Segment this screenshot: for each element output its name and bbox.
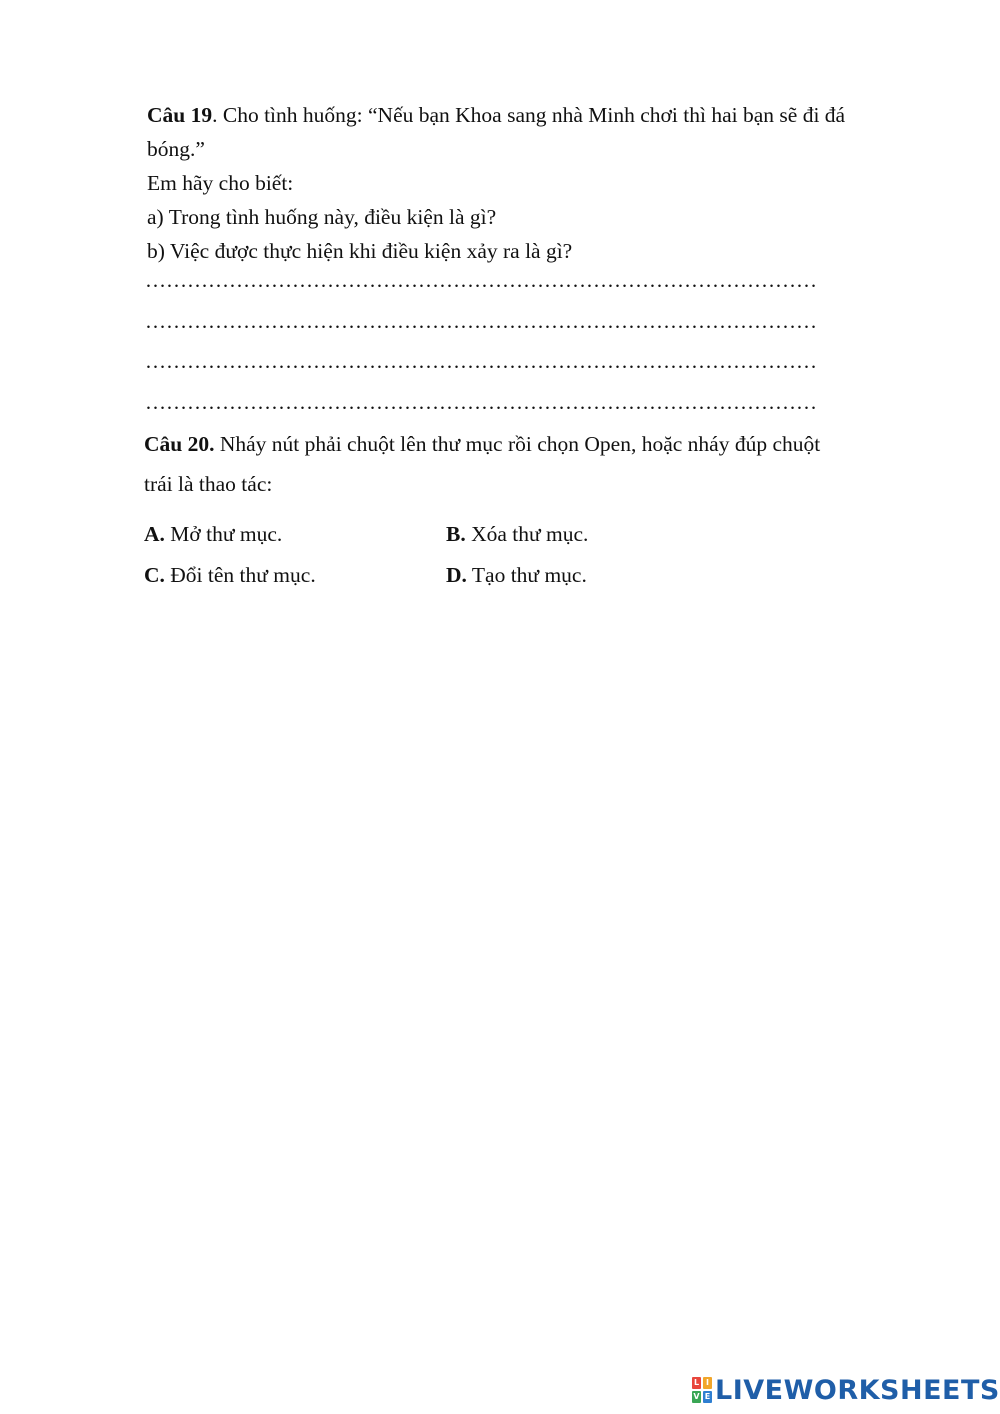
question-19-part-a: a) Trong tình huống này, điều kiện là gì?	[147, 205, 497, 229]
logo-tile-e: E	[704, 1392, 711, 1401]
question-19-part-b: b) Việc được thực hiện khi điều kiện xảy ra là gì?	[147, 239, 573, 263]
question-19-line-2: bóng.”	[147, 137, 205, 161]
answer-line-2[interactable]: ……………………………………………………………………………………	[145, 309, 817, 333]
logo-tile-v: V	[693, 1392, 700, 1401]
option-d-text: Tạo thư mục.	[466, 563, 587, 587]
question-20-line-2: trái là thao tác:	[144, 472, 273, 496]
liveworksheets-logo	[692, 1373, 1000, 1407]
answer-line-1[interactable]: ……………………………………………………………………………………	[145, 268, 817, 292]
question-19-line-1	[147, 98, 907, 132]
option-d[interactable]	[446, 560, 587, 590]
option-b[interactable]	[446, 519, 588, 549]
logo-tile-i: I	[703, 1377, 712, 1389]
question-19-prompt: Em hãy cho biết:	[147, 171, 294, 195]
liveworksheets-logo-icon	[692, 1377, 712, 1403]
option-a-letter: A.	[144, 522, 165, 546]
option-c-letter: C.	[144, 563, 165, 587]
question-19	[147, 98, 907, 268]
question-20-line-1	[144, 424, 906, 464]
liveworksheets-logo-text: LIVEWORKSHEETS	[715, 1374, 1000, 1406]
option-c-text: Đổi tên thư mục.	[164, 563, 316, 587]
option-d-letter: D.	[446, 563, 467, 587]
question-20-text: Nháy nút phải chuột lên thư mục rồi chọn Open, hoặc nháy đúp chuột	[214, 432, 821, 456]
question-19-text: . Cho tình huống: “Nếu bạn Khoa sang nhà Minh chơi thì hai bạn sẽ đi đá	[212, 103, 846, 127]
question-20	[144, 424, 906, 504]
answer-line-3[interactable]: ……………………………………………………………………………………	[145, 349, 817, 373]
question-19-label: Câu 19	[147, 103, 213, 127]
option-a[interactable]	[144, 519, 282, 549]
logo-tile-l: L	[693, 1378, 700, 1387]
option-c[interactable]	[144, 560, 316, 590]
option-b-letter: B.	[446, 522, 466, 546]
question-20-label: Câu 20.	[144, 432, 215, 456]
option-a-text: Mở thư mục.	[164, 522, 283, 546]
answer-line-4[interactable]: ……………………………………………………………………………………	[145, 390, 817, 414]
option-b-text: Xóa thư mục.	[465, 522, 589, 546]
